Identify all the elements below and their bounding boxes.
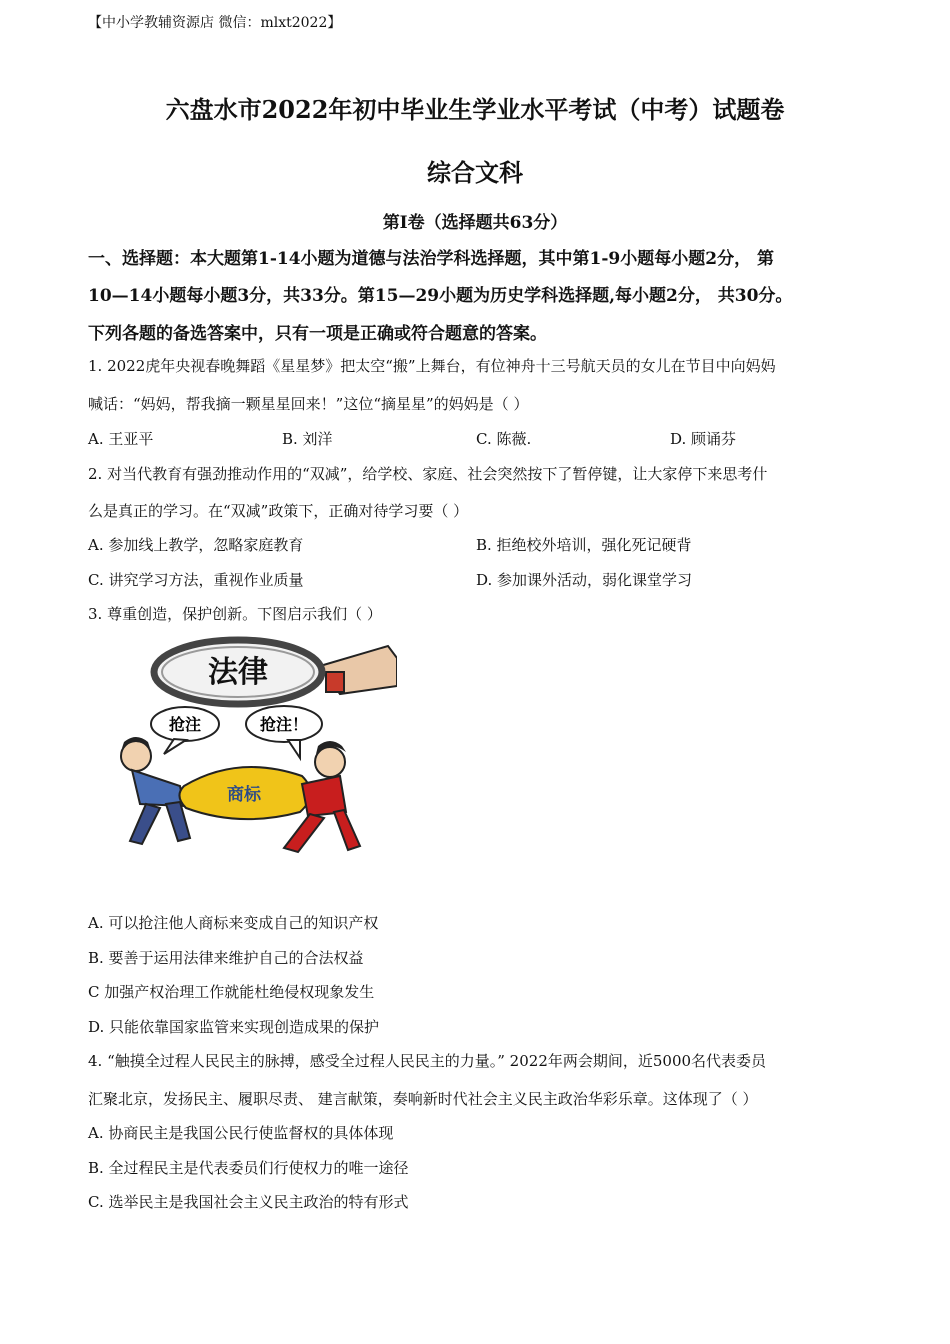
header-note: 【中小学教辅资源店 微信：mlxt2022】 — [88, 15, 342, 31]
magnifier-text: 法律 — [208, 655, 268, 690]
bag-text: 商标 — [227, 785, 261, 805]
question-2-line: 么是真正的学习。在“双减”政策下，正确对待学习要（ ） — [88, 502, 469, 520]
question-1-line: 喊话：“妈妈，帮我摘一颗星星回来！”这位“摘星星”的妈妈是（ ） — [88, 395, 529, 413]
q2-option-d: D. 参加课外活动，弱化课堂学习 — [476, 571, 693, 589]
q4-option-b: B. 全过程民主是代表委员们行使权力的唯一途径 — [88, 1159, 409, 1177]
part-heading: 第Ⅰ卷（选择题共63分） — [382, 213, 568, 233]
q1-option-d: D. 顾诵芬 — [670, 430, 737, 448]
q3-option-b: B. 要善于运用法律来维护自己的合法权益 — [88, 949, 364, 967]
q1-option-a: A. 王亚平 — [88, 430, 154, 448]
exam-subtitle: 综合文科 — [427, 158, 523, 187]
question-4-line: 汇聚北京，发扬民主、履职尽责、 建言献策，奏响新时代社会主义民主政治华彩乐章。这体现了（ ） — [88, 1090, 758, 1108]
bubble-right-text: 抢注！ — [259, 715, 309, 734]
instructions-line: 10—14小题每小题3分，共33分。第15—29小题为历史学科选择题,每小题2分， 共30分。 — [88, 286, 793, 306]
question-4-line: 4. “触摸全过程人民民主的脉搏，感受全过程人民民主的力量。” 2022年两会期间，近5000名代表委员 — [88, 1052, 767, 1070]
left-man-head — [121, 741, 151, 771]
q2-option-a: A. 参加线上教学，忽略家庭教育 — [88, 536, 304, 554]
q3-option-a: A. 可以抢注他人商标来变成自己的知识产权 — [88, 914, 379, 932]
q4-option-a: A. 协商民主是我国公民行使监督权的具体体现 — [88, 1124, 394, 1142]
magnifier-handle — [326, 672, 344, 692]
q1-option-c: C. 陈薇. — [476, 430, 532, 448]
q2-option-b: B. 拒绝校外培训，强化死记硬背 — [476, 536, 692, 554]
exam-title: 六盘水市2022年初中毕业生学业水平考试（中考）试题卷 — [165, 95, 785, 124]
question-3-line: 3. 尊重创造，保护创新。下图启示我们（ ） — [88, 605, 382, 623]
trademark-cartoon — [88, 636, 397, 856]
q3-option-c: C 加强产权治理工作就能杜绝侵权现象发生 — [88, 983, 375, 1001]
q3-option-d: D. 只能依靠国家监管来实现创造成果的保护 — [88, 1018, 380, 1036]
right-man-head — [315, 747, 345, 777]
q1-option-b: B. 刘洋 — [282, 430, 333, 448]
bubble-left-text: 抢注 — [168, 715, 202, 734]
q4-option-c: C. 选举民主是我国社会主义民主政治的特有形式 — [88, 1193, 409, 1211]
q2-option-c: C. 讲究学习方法，重视作业质量 — [88, 571, 304, 589]
question-1-line: 1. 2022虎年央视春晚舞蹈《星星梦》把太空“搬”上舞台，有位神舟十三号航天员的女儿在节目中向妈妈 — [88, 357, 776, 375]
instructions-line: 一、选择题：本大题第1-14小题为道德与法治学科选择题，其中第1-9小题每小题2分， 第 — [88, 249, 774, 269]
question-2-line: 2. 对当代教育有强劲推动作用的“双减”，给学校、家庭、社会突然按下了暂停键，让大家停下来思考什 — [88, 465, 768, 483]
instructions-line: 下列各题的备选答案中，只有一项是正确或符合题意的答案。 — [88, 324, 547, 344]
